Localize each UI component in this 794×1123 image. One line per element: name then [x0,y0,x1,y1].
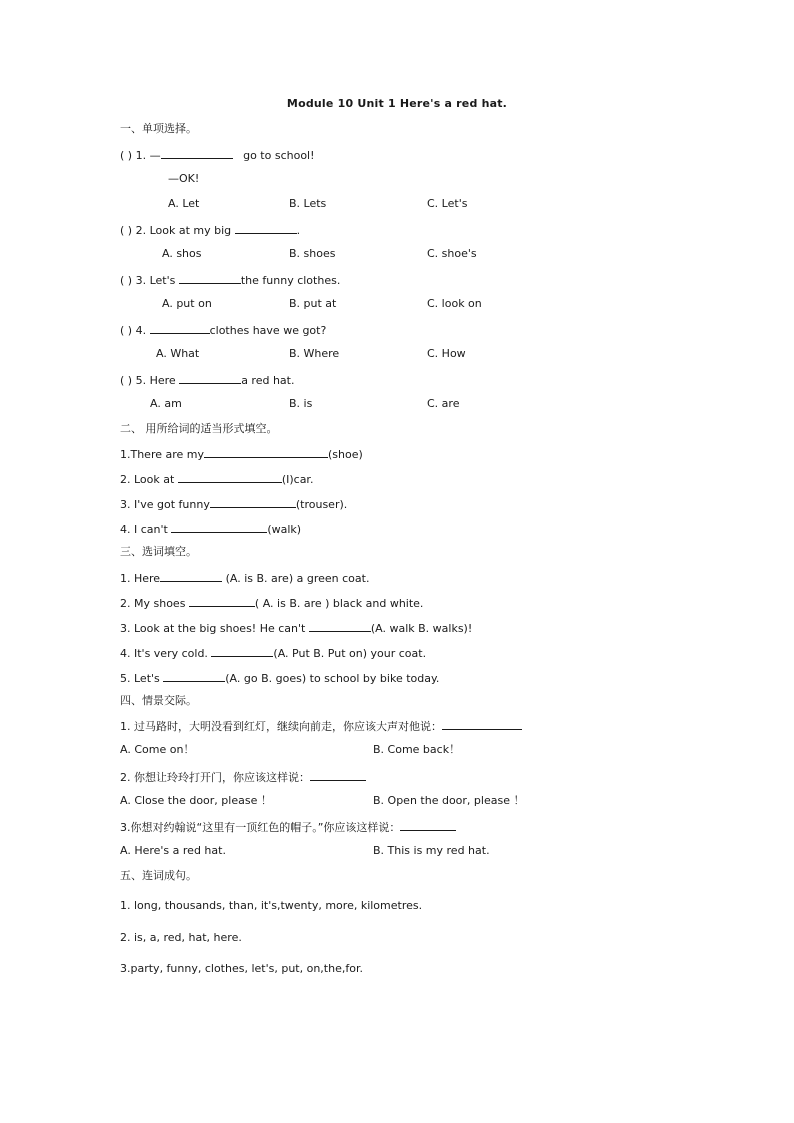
option-b: B. shoes [289,247,336,260]
item-options: (A. go B. goes) to school by bike today. [225,672,440,685]
option-a: A. Here's a red hat. [120,844,226,857]
question-text: 2. 你想让玲玲打开门，你应该这样说： [120,771,310,784]
option-c: C. are [427,397,460,410]
answer-paren[interactable]: ( ) [120,274,133,287]
option-a: A. Let [168,197,200,210]
s3-item-3 [120,620,472,636]
option-b: B. Lets [289,197,327,210]
option-a: A. What [156,347,200,360]
section1-heading: 一、单项选择。 [120,122,197,135]
answer-blank[interactable] [400,819,456,831]
item-prefix: 2. My shoes [120,597,186,610]
answer-paren[interactable]: ( ) [120,149,133,162]
question-suffix: . [296,224,301,237]
answer-blank[interactable] [211,645,273,657]
s2-item-4 [120,521,301,537]
item-prefix: 1.There are my [120,448,205,461]
option-c: C. look on [427,297,482,310]
s4-question-2 [120,769,366,785]
option-c: C. How [427,347,466,360]
answer-blank[interactable] [171,521,267,533]
answer-blank[interactable] [150,322,210,334]
option-a: A. Come on！ [120,743,195,756]
s2-item-1 [120,446,363,462]
item-options: ( A. is B. are ) black and white. [254,597,424,610]
s4-question-3 [120,819,456,835]
s5-item-3: 3.party, funny, clothes, let's, put, on,the,for. [120,962,363,975]
s1-question-5 [120,372,294,388]
page-title: Module 10 Unit 1 Here's a red hat. [286,97,508,110]
item-hint: (shoe) [328,448,363,461]
answer-blank[interactable] [204,446,328,458]
option-a: A. am [150,397,182,410]
item-hint: (I)car. [281,473,314,486]
s4-question-1 [120,718,522,734]
section4-heading: 四、情景交际。 [120,694,197,707]
answer-blank[interactable] [161,147,233,159]
item-prefix: 3. I've got funny [120,498,210,511]
answer-blank[interactable] [179,372,241,384]
option-b: B. is [289,397,313,410]
question-prefix: 3. Let's [135,274,176,287]
s3-item-2 [120,595,423,611]
question-suffix: clothes have we got? [209,324,327,337]
answer-blank[interactable] [163,670,225,682]
item-options: (A. walk B. walks)! [370,622,473,635]
answer-blank[interactable] [178,471,282,483]
item-prefix: 5. Let's [120,672,160,685]
question-prefix: 1. — [135,149,161,162]
s5-item-2: 2. is, a, red, hat, here. [120,931,242,944]
s1-question-2 [120,222,300,238]
item-prefix: 4. It's very cold. [120,647,208,660]
question-prefix: 4. [135,324,147,337]
item-prefix: 2. Look at [120,473,175,486]
option-b: B. This is my red hat. [373,844,490,857]
option-a: A. Close the door, please ！ [120,794,272,807]
option-b: B. Where [289,347,340,360]
answer-paren[interactable]: ( ) [120,374,133,387]
answer-blank[interactable] [189,595,255,607]
option-c: C. shoe's [427,247,477,260]
item-options: (A. Put B. Put on) your coat. [273,647,427,660]
question-text: 3.你想对约翰说“这里有一顶红色的帽子。”你应该这样说： [120,821,401,834]
s1-q1-reply: —OK! [168,172,200,185]
answer-blank[interactable] [179,272,241,284]
answer-blank[interactable] [235,222,297,234]
answer-blank[interactable] [442,718,522,730]
answer-blank[interactable] [309,620,371,632]
s3-item-5 [120,670,439,686]
question-suffix: the funny clothes. [240,274,341,287]
section2-heading: 二、 用所给词的适当形式填空。 [120,422,278,435]
item-hint: (trouser). [295,498,348,511]
s3-item-1 [120,570,369,586]
question-suffix: a red hat. [241,374,295,387]
s3-item-4 [120,645,426,661]
question-prefix: 5. Here [135,374,176,387]
item-hint: (walk) [267,523,302,536]
item-prefix: 4. I can't [120,523,168,536]
answer-paren[interactable]: ( ) [120,224,133,237]
item-options: (A. is B. are) a green coat. [225,572,370,585]
item-prefix: 3. Look at the big shoes! He can't [120,622,306,635]
s1-question-1 [120,147,315,163]
question-suffix: go to school! [243,149,315,162]
option-b: B. Come back！ [373,743,461,756]
s2-item-3 [120,496,347,512]
item-prefix: 1. Here [120,572,161,585]
answer-blank[interactable] [210,496,296,508]
answer-paren[interactable]: ( ) [120,324,133,337]
question-prefix: 2. Look at my big [135,224,232,237]
option-a: A. put on [162,297,212,310]
option-a: A. shos [162,247,202,260]
question-text: 1. 过马路时，大明没看到红灯，继续向前走，你应该大声对他说： [120,720,442,733]
option-b: B. put at [289,297,337,310]
section3-heading: 三、选词填空。 [120,545,197,558]
answer-blank[interactable] [160,570,222,582]
s1-question-3 [120,272,340,288]
s5-item-1: 1. long, thousands, than, it's,twenty, more, kilometres. [120,899,423,912]
section5-heading: 五、连词成句。 [120,869,197,882]
option-b: B. Open the door, please ！ [373,794,525,807]
s2-item-2 [120,471,313,487]
answer-blank[interactable] [310,769,366,781]
option-c: C. Let's [427,197,468,210]
s1-question-4 [120,322,326,338]
